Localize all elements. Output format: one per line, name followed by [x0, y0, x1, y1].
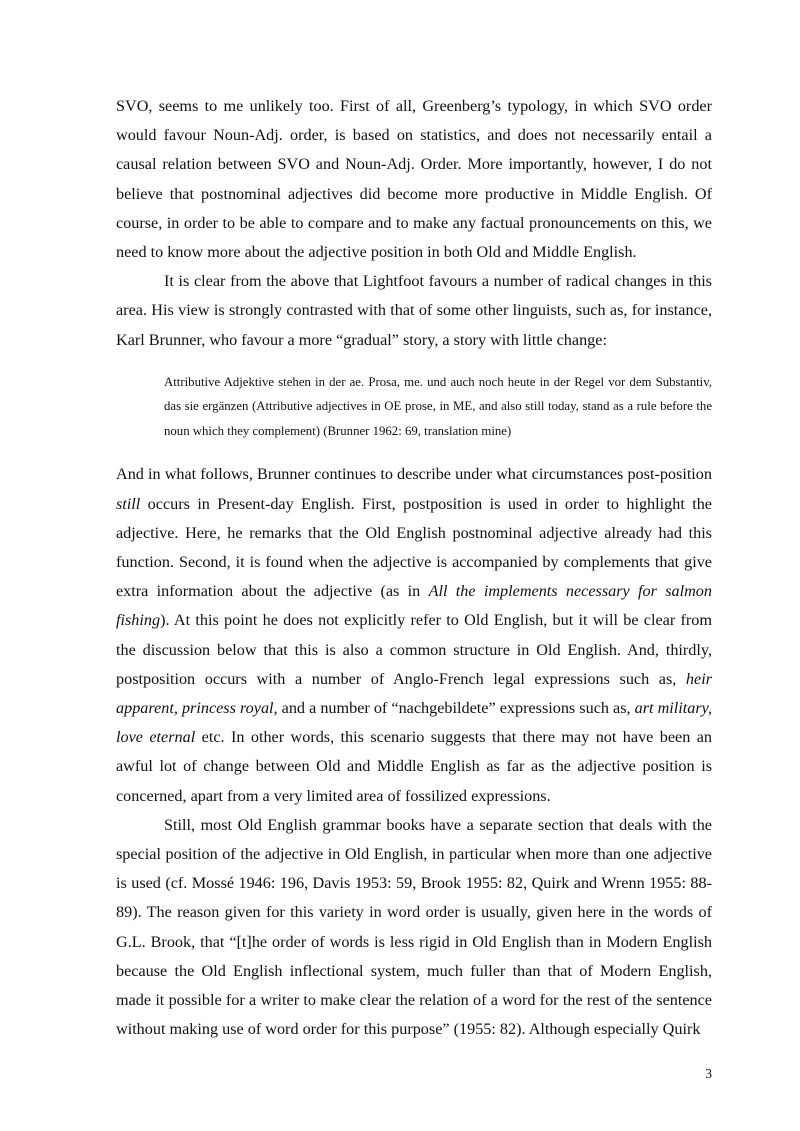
paragraph-4: Still, most Old English grammar books have a separate section that deals with the special position of the adjective in Old English, in particular when more than one adjective is used (cf. Mossé 1946: 196, Davis 1953: 59, Brook 1955: 82, Quirk and Wrenn 1955: 88-89). The reason given for this variety in word order is usually, given here in the words of G.L. Brook, that “[t]he order of words is less rigid in Old English than in Modern English because the Old English inflectional system, much fuller than that of Modern English, made it possible for a writer to make clear the relation of a word for the rest of the sentence without making use of word order for this purpose” (1955: 82). Although especially Quirk [116, 815, 712, 1039]
paragraph-2: It is clear from the above that Lightfoot favours a number of radical changes in this area. His view is strongly contrasted with that of some other linguists, such as, for instance, Karl Brunner, who favour a more “gradual” story, a story with little change: [116, 272, 712, 349]
paragraph-1: SVO, seems to me unlikely too. First of all, Greenberg’s typology, in which SVO order would favour Noun-Adj. order, is based on statistics, and does not necessarily entail a causal relation between SVO and Noun-Adj. Order. More importantly, however, I do not believe that postnominal adjectives did become more productive in Middle English. Of course, in order to be able to compare and to make any factual pronouncements on this, we need to know more about the adjective position in both Old and Middle English. [116, 97, 712, 262]
paragraph-3-text-1: And in what follows, Brunner continues to describe under what circumstances post-position [116, 465, 712, 484]
block-quote: Attributive Adjektive stehen in der ae. Prosa, me. und auch noch heute in der Regel vor dem Substantiv, das sie ergänzen (Attributive adjectives in OE prose, in ME, and also still today, stand as a rule before the noun which they complement) (Brunner 1962: 69, translation mine) [164, 374, 712, 438]
paragraph-3-text-5: etc. In other words, this scenario suggests that there may not have been an awful lot of change between Old and Middle English as far as the adjective position is concerned, apart from a very limited area of fossilized expressions. [116, 728, 713, 805]
paragraph-3-italic-3: heir apparent, princess royal, [116, 669, 712, 717]
page-number: 3 [705, 1066, 712, 1081]
paragraph-3-text-2: occurs in Present-day English. First, postposition is used in order to highlight the adjective. Here, he remarks that the Old English postnominal adjective already had this function. Second, it is found when the adjective is accompanied by complements that give extra information about the adjective (as in [116, 494, 712, 601]
paragraph-3-text-3: ). At this point he does not explicitly refer to Old English, but it will be clear from the discussion below that this is also a common structure in Old English. And, thirdly, postposition occurs with a number of Anglo-French legal expressions such as, [116, 611, 712, 688]
paragraph-3-italic-4: art military, love eternal [116, 698, 712, 747]
paragraph-3-text-4: and a number of “nachgebildete” expressions such as, [277, 698, 635, 717]
paragraph-3-italic-1: still [116, 494, 141, 513]
paragraph-3 [116, 460, 712, 810]
body-text [116, 92, 712, 1044]
paragraph-3-italic-2: All the implements necessary for salmon fishing [116, 582, 712, 630]
